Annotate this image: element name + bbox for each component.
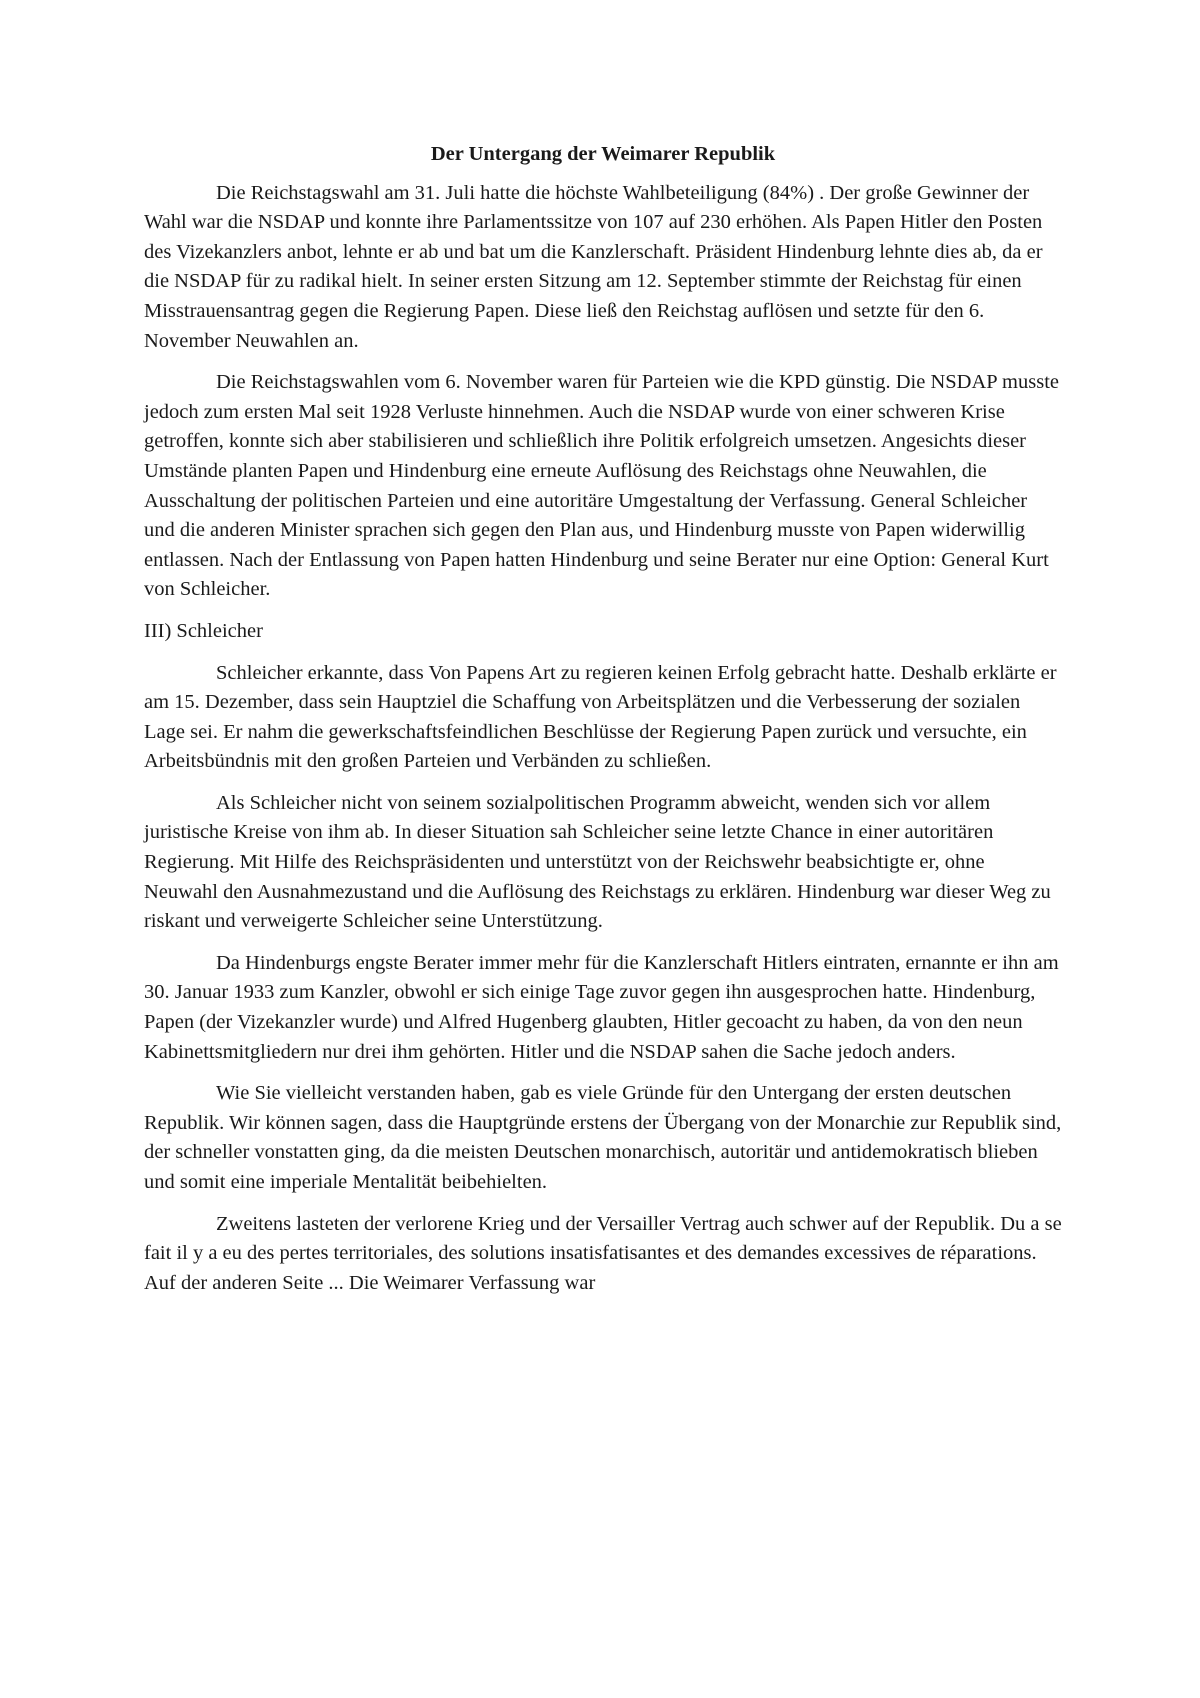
paragraph-reasons-monarchy: Wie Sie vielleicht verstanden haben, gab es viele Gründe für den Untergang der ersten deutschen Republik. Wir können sagen, dass die Hauptgründe erstens der Übergang von der Monarchie zur Republik sind, der schneller vonstatten ging, da die meisten Deutschen monarchisch, autoritär und antidemokratisch blieben und somit eine imperiale Mentalität beibehielten. — [144, 1082, 1062, 1193]
document-body — [144, 140, 1062, 1310]
paragraph-schleicher-authoritarian: Als Schleicher nicht von seinem sozialpolitischen Programm abweicht, wenden sich vor allem juristische Kreise von ihm ab. In dieser Situation sah Schleicher seine letzte Chance in einer autoritären Regierung. Mit Hilfe des Reichspräsidenten und unterstützt von der Reichswehr beabsichtigte er, ohne Neuwahl den Ausnahmezustand und die Auflösung des Reichstags zu erklären. Hindenburg war dieser Weg zu riskant und verweigerte Schleicher seine Unterstützung. — [144, 791, 1051, 933]
paragraph-reichstagswahl-november: Die Reichstagswahlen vom 6. November waren für Parteien wie die KPD günstig. Die NSDAP musste jedoch zum ersten Mal seit 1928 Verluste hinnehmen. Auch die NSDAP wurde von einer schweren Krise getroffen, konnte sich aber stabilisieren und schließlich ihre Politik erfolgreich umsetzen. Angesichts dieser Umstände planten Papen und Hindenburg eine erneute Auflösung des Reichstags ohne Neuwahlen, die Ausschaltung der politischen Parteien und eine autoritäre Umgestaltung der Verfassung. General Schleicher und die anderen Minister sprachen sich gegen den Plan aus, und Hindenburg musste von Papen widerwillig entlassen. Nach der Entlassung von Papen hatten Hindenburg und seine Berater nur eine Option: General Kurt von Schleicher. — [144, 371, 1060, 601]
paragraph-hitler-appointment: Da Hindenburgs engste Berater immer mehr für die Kanzlerschaft Hitlers eintraten, ernannte er ihn am 30. Januar 1933 zum Kanzler, obwohl er sich einige Tage zuvor gegen ihn ausgesprochen hatte. Hindenburg, Papen (der Vizekanzler wurde) und Alfred Hugenberg glaubten, Hitler gecoacht zu haben, da von den neun Kabinettsmitgliedern nur drei ihm gehörten. Hitler und die NSDAP sahen die Sache jedoch anders. — [144, 951, 1059, 1063]
paragraph-schleicher-program: Schleicher erkannte, dass Von Papens Art zu regieren keinen Erfolg gebracht hatte. Deshalb erklärte er am 15. Dezember, dass sein Hauptziel die Schaffung von Arbeitsplätzen und die Verbesserung der sozialen Lage sei. Er nahm die gewerkschaftsfeindlichen Beschlüsse der Regierung Papen zurück und versuchte, ein Arbeitsbündnis mit den großen Parteien und Verbänden zu schließen. — [144, 661, 1057, 773]
section-heading-schleicher: III) Schleicher — [144, 619, 263, 642]
paragraph-reasons-versailles: Zweitens lasteten der verlorene Krieg und der Versailler Vertrag auch schwer auf der Republik. Du a se fait il y a eu des pertes territoriales, des solutions insatisfatisantes et des demandes excessives de réparations. Auf der anderen Seite ... Die Weimarer Verfassung war — [144, 1212, 1062, 1294]
document-title: Der Untergang der Weimarer Republik — [430, 143, 776, 165]
paragraph-reichstagswahl-juli: Die Reichstagswahl am 31. Juli hatte die höchste Wahlbeteiligung (84%) . Der große Gewinner der Wahl war die NSDAP und konnte ihre Parlamentssitze von 107 auf 230 erhöhen. Als Papen Hitler den Posten des Vizekanzlers anbot, lehnte er ab und bat um die Kanzlerschaft. Präsident Hindenburg lehnte dies ab, da er die NSDAP für zu radikal hielt. In seiner ersten Sitzung am 12. September stimmte der Reichstag für einen Misstrauensantrag gegen die Regierung Papen. Diese ließ den Reichstag auflösen und setzte für den 6. November Neuwahlen an. — [144, 181, 1043, 352]
